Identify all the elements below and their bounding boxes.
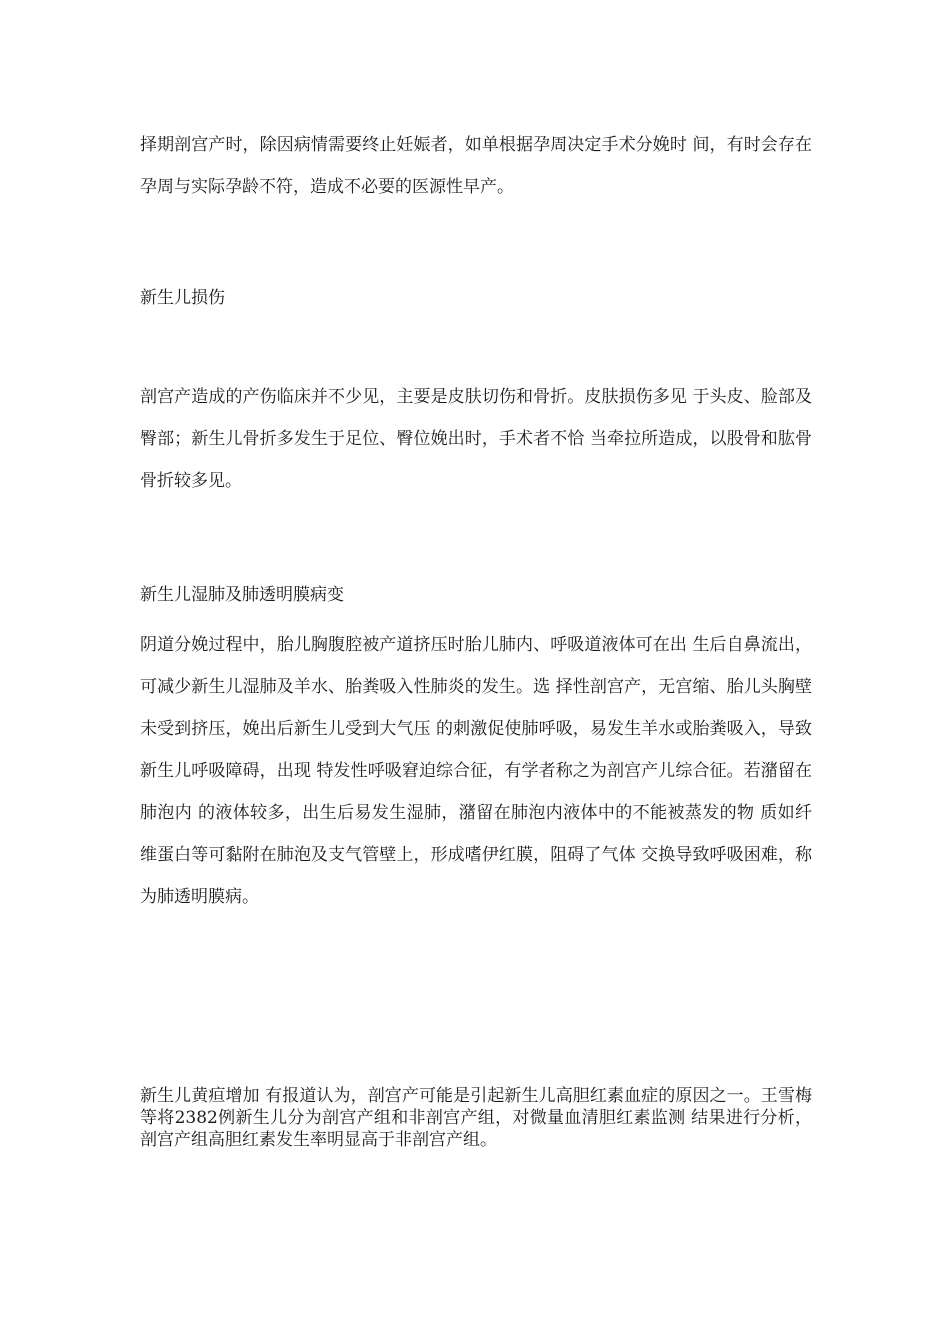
section-heading-wet-lung: 新生儿湿肺及肺透明膜病变	[140, 585, 344, 605]
paragraph-neonatal-jaundice: 新生儿黄疸增加 有报道认为，剖宫产可能是引起新生儿高胆红素血症的原因之一。王雪梅 等将2382例新生儿分为剖宫产组和非剖宫产组，对微量血清胆红素监测 结果进行分析，剖宫产组高胆红素发生率明显高于非剖宫产组。	[140, 1086, 812, 1150]
paragraph-preterm-risk: 择期剖宫产时，除因病情需要终止妊娠者，如单根据孕周决定手术分娩时 间，有时会存在孕周与实际孕龄不符，造成不必要的医源性早产。	[140, 135, 812, 197]
paragraph-birth-injury: 剖宫产造成的产伤临床并不少见，主要是皮肤切伤和骨折。皮肤损伤多见 于头皮、脸部及臀部；新生儿骨折多发生于足位、臀位娩出时，手术者不恰 当牵拉所造成，以股骨和肱骨骨折较多见。	[140, 387, 812, 491]
paragraph-wet-lung: 阴道分娩过程中，胎儿胸腹腔被产道挤压时胎儿肺内、呼吸道液体可在出 生后自鼻流出，可减少新生儿湿肺及羊水、胎粪吸入性肺炎的发生。选 择性剖宫产，无宫缩、胎儿头胸壁未受到挤压，娩出后新生儿受到大气压 的刺激促使肺呼吸，易发生羊水或胎粪吸入，导致新生儿呼吸障碍，出现 特发性呼吸窘迫综合征，有学者称之为剖宫产儿综合征。若潴留在肺泡内 的液体较多，出生后易发生湿肺，潴留在肺泡内液体中的不能被蒸发的物 质如纤维蛋白等可黏附在肺泡及支气管壁上，形成嗜伊红膜，阻碍了气体 交换导致呼吸困难，称为肺透明膜病。	[140, 635, 812, 907]
section-heading-neonatal-injury: 新生儿损伤	[140, 288, 225, 308]
